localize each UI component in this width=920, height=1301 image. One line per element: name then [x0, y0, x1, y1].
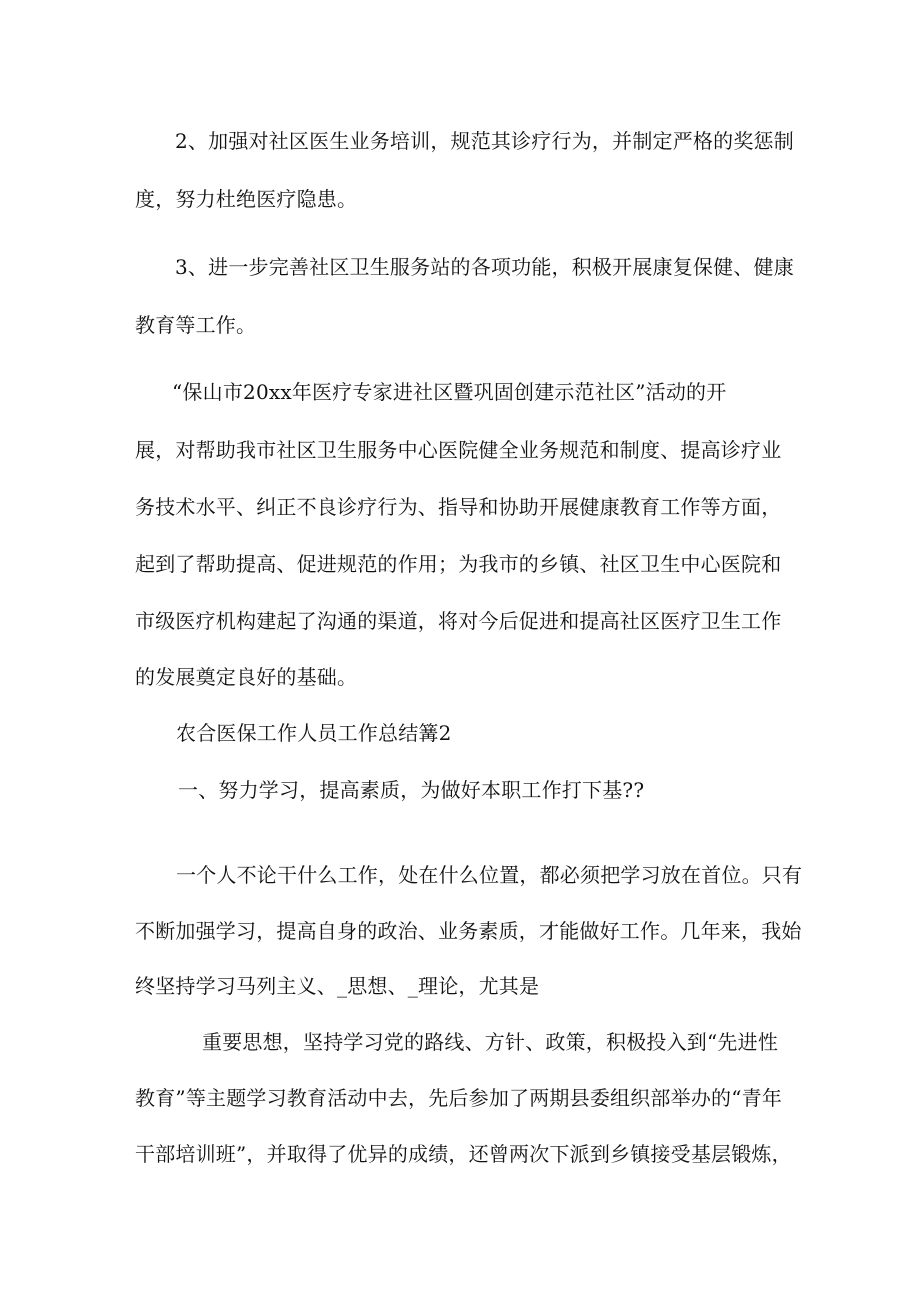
paragraph-4-line-1: “保山市20xx年医疗专家进社区暨巩固创建示范社区”活动的开	[172, 380, 727, 404]
paragraph-5-line-2: 不断加强学习，提高自身的政治、业务素质，才能做好工作。几年来，我始	[135, 919, 802, 943]
paragraph-6-line-3: 干部培训班”，并取得了优异的成绩，还曾两次下派到乡镇接受基层锻炼，	[135, 1142, 792, 1166]
paragraph-2-line-1: 2、加强对社区医生业务培训，规范其诊疗行为，并制定严格的奖惩制	[175, 129, 794, 153]
paragraph-4-line-5: 市级医疗机构建起了沟通的渠道，将对今后促进和提高社区医疗卫生工作	[135, 609, 782, 633]
section-heading: 农合医保工作人员工作总结篝2	[176, 721, 452, 745]
paragraph-3-line-2: 教育等工作。	[135, 313, 257, 337]
paragraph-4-line-6: 的发展奠定良好的基础。	[135, 665, 358, 689]
paragraph-5-line-3: 终坚持学习马列主义、_思想、_理论，尤其是	[135, 974, 540, 998]
paragraph-3-line-1: 3、进一步完善社区卫生服务站的各项功能，积极开展康复保健、健康	[175, 255, 794, 279]
paragraph-6-line-1: 重要思想，坚持学习党的路线、方针、政策，积极投入到“先进性	[202, 1030, 779, 1054]
paragraph-6-line-2: 教育”等主题学习教育活动中去，先后参加了两期县委组织部举办的“青年	[135, 1086, 783, 1110]
paragraph-4-line-4: 起到了帮助提高、促进规范的作用；为我市的乡镇、社区卫生中心医院和	[135, 552, 782, 576]
paragraph-4-line-2: 展，对帮助我市社区卫生服务中心医院健全业务规范和制度、提高诊疗业	[135, 438, 782, 462]
paragraph-4-line-3: 务技术水平、纠正不良诊疗行为、指导和协助开展健康教育工作等方面，	[135, 495, 782, 519]
subheading-1: 一、努力学习，提高素质，为做好本职工作打下基??	[178, 778, 645, 802]
paragraph-2-line-2: 度，努力杜绝医疗隐患。	[135, 187, 358, 211]
paragraph-5-line-1: 一个人不论干什么工作，处在什么位置，都必须把学习放在首位。只有	[176, 863, 803, 887]
